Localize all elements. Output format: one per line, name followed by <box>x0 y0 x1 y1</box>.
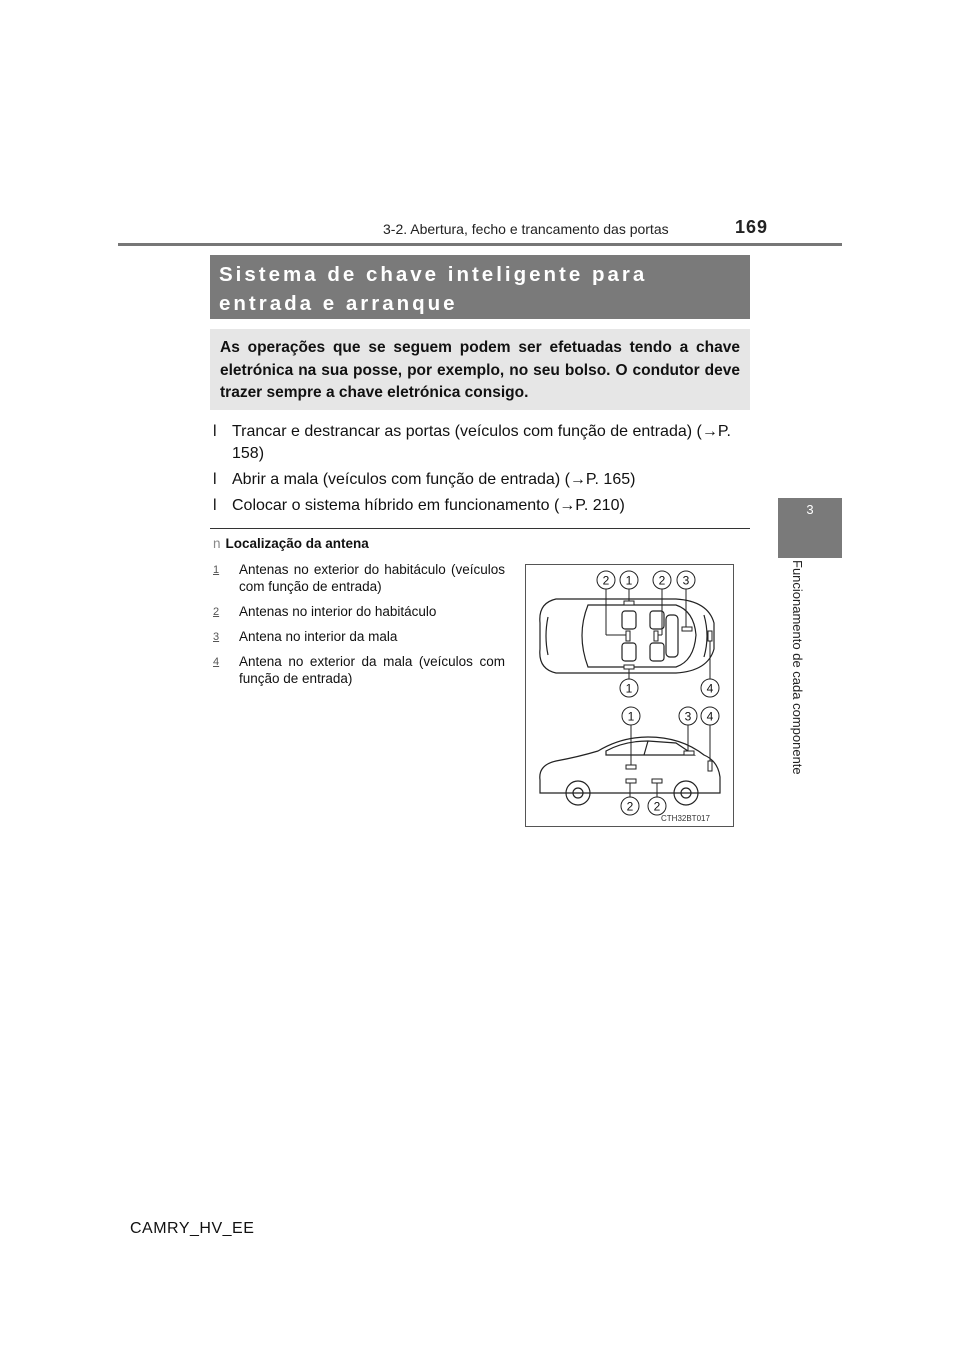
callout-label: 2 <box>626 799 634 814</box>
legend-item <box>213 603 505 620</box>
legend-text: Antenas no exterior do habitáculo (veículos com função de entrada) <box>239 562 505 594</box>
chapter-number: 3 <box>806 502 814 517</box>
bullet-marker: l <box>213 471 217 488</box>
antenna-legend <box>213 561 505 695</box>
legend-number: 3 <box>213 631 220 643</box>
callout-label: 4 <box>706 681 714 696</box>
section-marker: n <box>213 536 221 551</box>
page-title: Sistema de chave inteligente para entrada e arranque <box>219 263 648 315</box>
legend-number: 2 <box>213 606 220 618</box>
section-title-box <box>210 255 750 319</box>
legend-text: Antenas no interior do habitáculo <box>239 604 437 619</box>
intro-text: As operações que se seguem podem ser efetuadas tendo a chave eletrónica na sua posse, por exemplo, no seu bolso. O condutor deve trazer sempre a chave eletrónica consigo. <box>220 339 740 401</box>
header-section-title: 3-2. Abertura, fecho e trancamento das portas <box>383 221 669 237</box>
callout-label: 3 <box>684 709 692 724</box>
bullet-list <box>213 421 753 521</box>
figure-code: CTH32BT017 <box>661 814 710 823</box>
legend-text: Antena no exterior da mala (veículos com função de entrada) <box>239 654 505 686</box>
list-item <box>213 469 753 491</box>
callout-label: 2 <box>653 799 661 814</box>
footer-model-code: CAMRY_HV_EE <box>130 1220 255 1237</box>
legend-item <box>213 628 505 645</box>
legend-number: 1 <box>213 564 220 576</box>
section-rule <box>210 528 750 529</box>
legend-item <box>213 561 505 595</box>
legend-text: Antena no interior da mala <box>239 629 398 644</box>
list-item <box>213 421 753 465</box>
list-item <box>213 495 753 517</box>
callout-label: 1 <box>627 709 635 724</box>
bullet-text: Abrir a mala (veículos com função de entrada) (→P. 165) <box>232 471 636 488</box>
callout-label: 2 <box>602 573 610 588</box>
bullet-marker: l <box>213 423 217 440</box>
callout-label: 1 <box>625 681 633 696</box>
subsection-title <box>213 536 369 551</box>
callout-label: 4 <box>706 709 714 724</box>
subsection-title-text: Localização da antena <box>225 536 369 551</box>
callout-label: 2 <box>658 573 666 588</box>
intro-box <box>210 329 750 410</box>
chapter-title: Funcionamento de cada componente <box>790 560 805 775</box>
antenna-location-figure <box>525 564 734 827</box>
callout-label: 1 <box>625 573 633 588</box>
bullet-text: Colocar o sistema híbrido em funcionamento (→P. 210) <box>232 497 625 514</box>
car-diagram <box>526 565 733 826</box>
callout-label: 3 <box>682 573 690 588</box>
header-rule <box>118 243 842 246</box>
bullet-text: Trancar e destrancar as portas (veículos com função de entrada) (→P. 158) <box>232 423 731 462</box>
legend-item <box>213 653 505 687</box>
bullet-marker: l <box>213 497 217 514</box>
page-number: 169 <box>735 217 769 237</box>
legend-number: 4 <box>213 656 220 668</box>
